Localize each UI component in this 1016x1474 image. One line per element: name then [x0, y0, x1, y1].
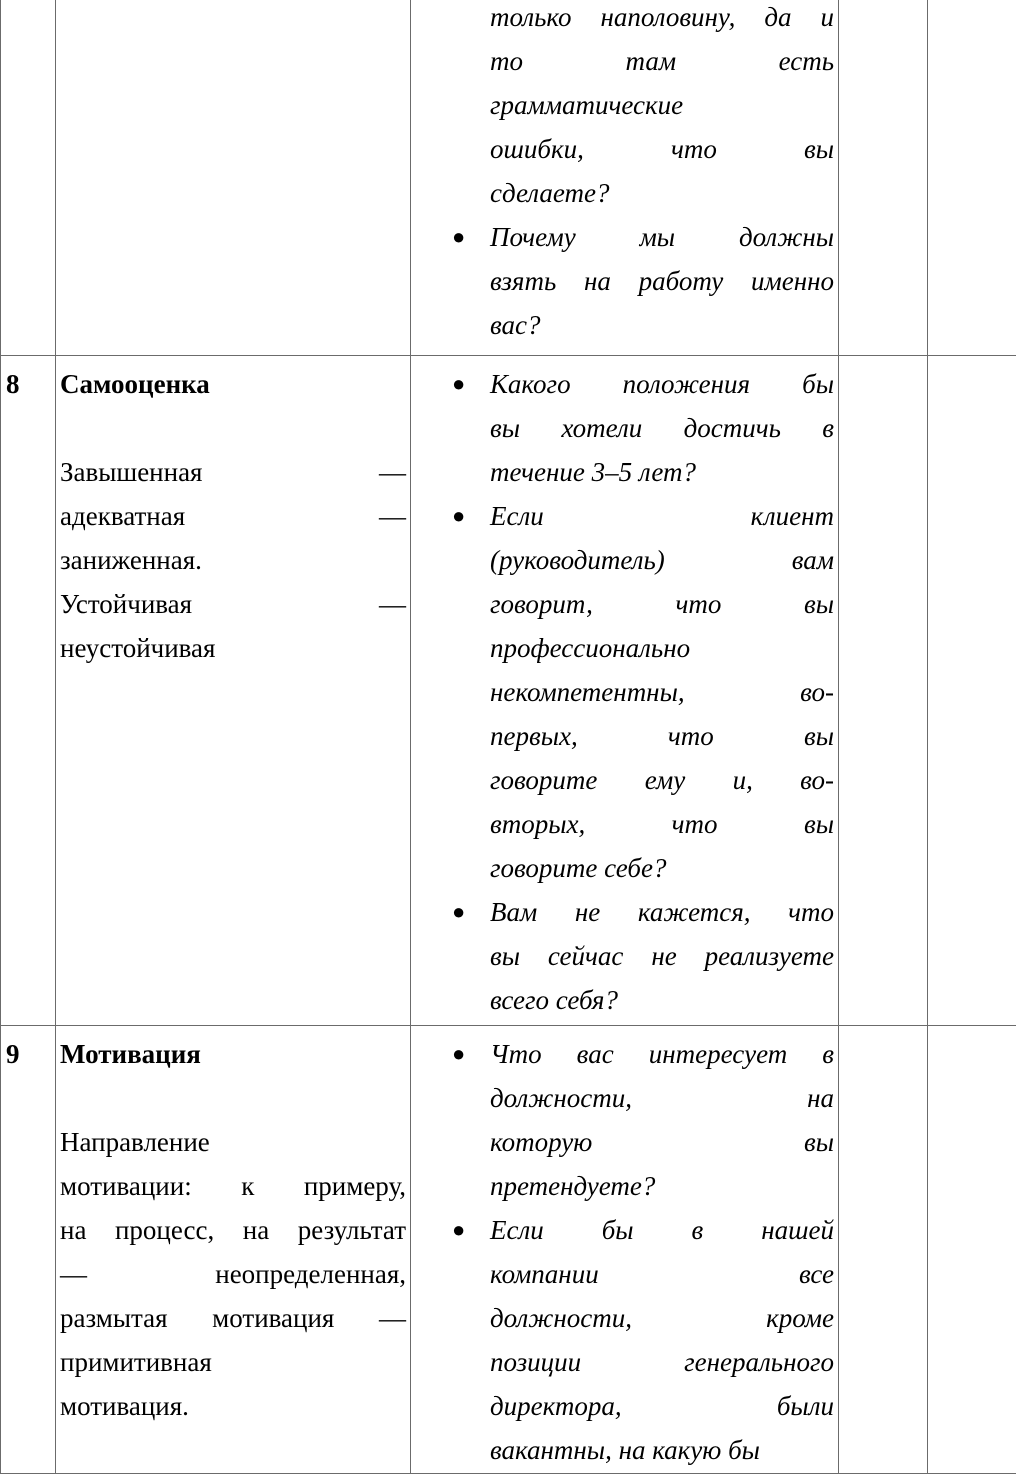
bullet-icon: ●: [452, 494, 465, 538]
empty-cell-1: [839, 356, 928, 1026]
criterion-content: [56, 356, 410, 670]
empty-cell-2: [928, 0, 1016, 356]
question-item: [411, 0, 834, 215]
table-row: [1, 0, 1016, 356]
table-row: [1, 1026, 1016, 1474]
question-line: Какого положения бы: [490, 362, 834, 406]
question-item: [411, 1208, 834, 1472]
row-number-cell: [1, 0, 56, 356]
question-line: течение 3–5 лет?: [490, 450, 834, 494]
criterion-cell: [56, 356, 411, 1026]
questions-list: [411, 0, 838, 347]
criterion-description-line: мотивации: к примеру,: [60, 1164, 406, 1208]
criterion-description-line: на процесс, на результат: [60, 1208, 406, 1252]
criterion-cell: [56, 1026, 411, 1474]
question-item: [411, 362, 834, 494]
question-line: должности, кроме: [490, 1296, 834, 1340]
criterion-description-line: — неопределенная,: [60, 1252, 406, 1296]
criterion-description-line: Устойчивая —: [60, 582, 406, 626]
question-line: вас?: [490, 303, 834, 347]
questions-cell: [411, 0, 839, 356]
row-number-cell: [1, 1026, 56, 1474]
question-line: претендуете?: [490, 1164, 834, 1208]
question-line: говорите ему и, во-: [490, 758, 834, 802]
question-line: только наполовину, да и: [490, 0, 834, 39]
question-line: то там есть: [490, 39, 834, 83]
questions-cell: [411, 1026, 839, 1474]
criterion-description: [60, 450, 406, 670]
question-line: ошибки, что вы: [490, 127, 834, 171]
row-number: 9: [1, 1026, 55, 1076]
question-item: [411, 890, 834, 1022]
row-number-cell: [1, 356, 56, 1026]
questions-cell: [411, 356, 839, 1026]
criterion-spacer: [60, 406, 406, 450]
question-line: директора, были: [490, 1384, 834, 1428]
criterion-cell: [56, 0, 411, 356]
question-line: (руководитель) вам: [490, 538, 834, 582]
question-line: компании все: [490, 1252, 834, 1296]
question-line: говорит, что вы: [490, 582, 834, 626]
bullet-icon: ●: [452, 1032, 465, 1076]
criterion-description-line: размытая мотивация —: [60, 1296, 406, 1340]
question-line: Если клиент: [490, 494, 834, 538]
criterion-title: Мотивация: [60, 1032, 406, 1076]
criterion-description-line: Завышенная —: [60, 450, 406, 494]
criterion-spacer: [60, 1076, 406, 1120]
question-line: Вам не кажется, что: [490, 890, 834, 934]
criterion-description-line: неустойчивая: [60, 626, 406, 670]
criterion-description-line: примитивная: [60, 1340, 406, 1384]
criterion-content: [56, 1026, 410, 1428]
bullet-icon: ●: [452, 362, 465, 406]
bullet-icon: ●: [452, 1208, 465, 1252]
question-line: вы сейчас не реализуете: [490, 934, 834, 978]
question-line: позиции генерального: [490, 1340, 834, 1384]
empty-cell-2: [928, 356, 1016, 1026]
question-line: грамматические: [490, 83, 834, 127]
questions-list: [411, 1026, 838, 1472]
question-line: вакантны, на какую бы: [490, 1428, 834, 1472]
empty-cell-1: [839, 0, 928, 356]
question-item: [411, 215, 834, 347]
question-item: [411, 494, 834, 890]
empty-cell-1: [839, 1026, 928, 1474]
question-line: Почему мы должны: [490, 215, 834, 259]
question-line: вторых, что вы: [490, 802, 834, 846]
question-line: должности, на: [490, 1076, 834, 1120]
question-line: профессионально: [490, 626, 834, 670]
question-line: говорите себе?: [490, 846, 834, 890]
question-line: взять на работу именно: [490, 259, 834, 303]
question-line: Что вас интересует в: [490, 1032, 834, 1076]
criterion-title: Самооценка: [60, 362, 406, 406]
bullet-icon: ●: [452, 890, 465, 934]
questions-list: [411, 356, 838, 1022]
criterion-description-line: адекватная —: [60, 494, 406, 538]
empty-cell-2: [928, 1026, 1016, 1474]
bullet-icon: ●: [452, 215, 465, 259]
table-row: [1, 356, 1016, 1026]
row-number: 8: [1, 356, 55, 406]
question-line: сделаете?: [490, 171, 834, 215]
question-line: первых, что вы: [490, 714, 834, 758]
question-line: всего себя?: [490, 978, 834, 1022]
criterion-description: [60, 1120, 406, 1428]
question-line: некомпетентны, во-: [490, 670, 834, 714]
criterion-description-line: Направление: [60, 1120, 406, 1164]
question-line: которую вы: [490, 1120, 834, 1164]
criterion-description-line: мотивация.: [60, 1384, 406, 1428]
question-line: вы хотели достичь в: [490, 406, 834, 450]
criterion-description-line: заниженная.: [60, 538, 406, 582]
question-line: Если бы в нашей: [490, 1208, 834, 1252]
question-item: [411, 1032, 834, 1208]
